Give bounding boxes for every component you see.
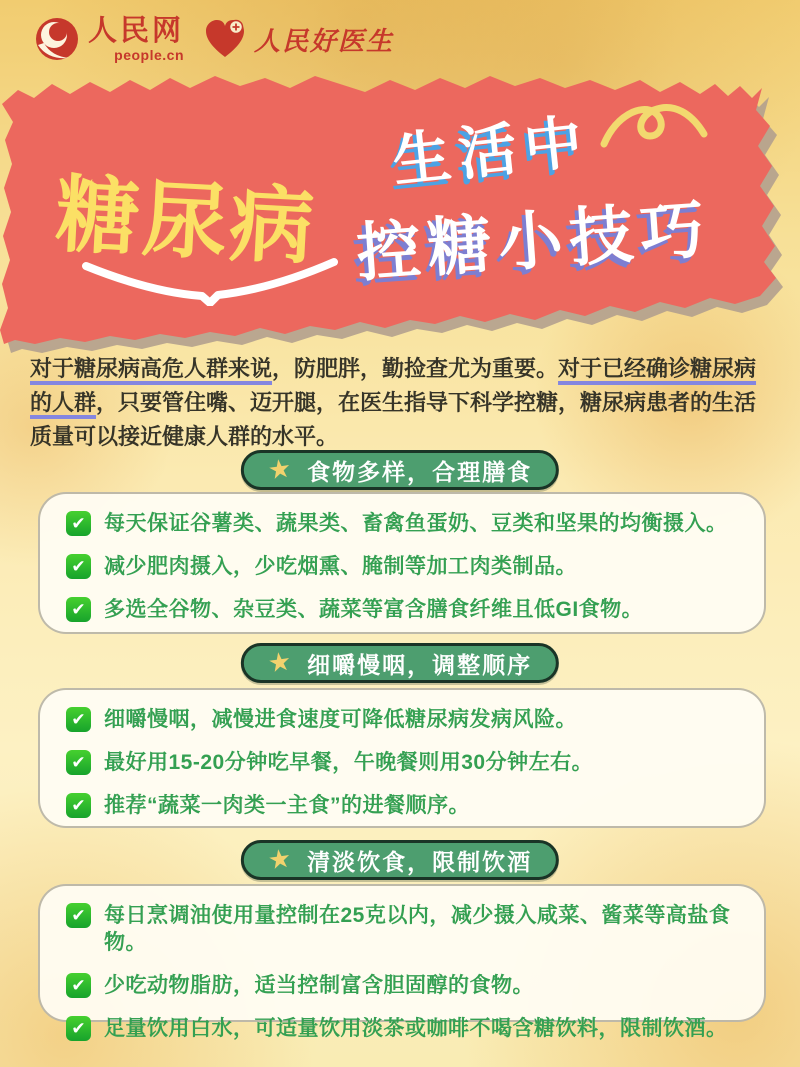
- banner: [0, 70, 800, 355]
- tips-card-light-diet: [38, 884, 766, 1040]
- check-icon: ✔: [66, 707, 91, 732]
- section-title: 清淡饮食，限制饮酒: [307, 848, 533, 875]
- tip-text: 每天保证谷薯类、蔬果类、畜禽鱼蛋奶、豆类和坚果的均衡摄入。: [104, 512, 728, 535]
- tip-text: 减少肥肉摄入，少吃烟熏、腌制等加工肉类制品。: [104, 555, 577, 578]
- people-cn-globe-icon: [34, 16, 80, 62]
- check-icon: ✔: [66, 973, 91, 998]
- people-cn-logo: [34, 16, 184, 62]
- people-cn-domain: people.cn: [114, 46, 185, 63]
- star-icon: ★: [265, 645, 294, 679]
- good-doctor-name: 人民好医生: [254, 25, 395, 56]
- check-icon: ✔: [66, 554, 91, 579]
- tips-card-chew-slowly: [38, 688, 766, 828]
- section-header-food-variety: [241, 450, 559, 490]
- check-icon: ✔: [66, 903, 91, 928]
- people-cn-name: 人民网: [88, 14, 185, 47]
- banner-subtitle-line1: 生活中: [389, 108, 594, 195]
- section-title: 食物多样，合理膳食: [307, 458, 533, 485]
- tip-item: [66, 1015, 738, 1042]
- tip-item: [66, 972, 738, 999]
- heart-icon: [204, 19, 246, 59]
- star-icon: ★: [265, 842, 294, 876]
- intro-paragraph: [30, 352, 772, 454]
- banner-subtitle-line2: 控糖小技巧: [354, 192, 714, 290]
- tip-text: 最好用15-20分钟吃早餐，午晚餐则用30分钟左右。: [104, 751, 594, 774]
- tip-item: [66, 553, 738, 580]
- tip-text: 每日烹调油使用量控制在25克以内，减少摄入咸菜、酱菜等高盐食物。: [104, 904, 731, 954]
- banner-title: 糖尿病: [53, 167, 319, 275]
- section-header-chew-slowly: [241, 643, 559, 683]
- intro-underlined-phrase: 对于糖尿病高危人群来说: [30, 356, 273, 381]
- check-icon: ✔: [66, 511, 91, 536]
- intro-underlined-phrase: 对于已经确诊糖尿病的人群: [30, 356, 757, 415]
- tip-item: [66, 902, 738, 956]
- check-icon: ✔: [66, 1016, 91, 1041]
- section-title: 细嚼慢咽，调整顺序: [307, 651, 533, 678]
- check-icon: ✔: [66, 793, 91, 818]
- tip-text: 多选全谷物、杂豆类、蔬菜等富含膳食纤维且低GI食物。: [104, 598, 644, 621]
- intro-text: ，防肥胖，勤捡查尤为重要。: [272, 356, 559, 381]
- tip-item: [66, 510, 738, 537]
- tip-item: [66, 596, 738, 623]
- open-book-underline-icon: [80, 256, 340, 306]
- star-icon: ★: [265, 452, 294, 486]
- tip-text: 少吃动物脂肪，适当控制富含胆固醇的食物。: [104, 974, 534, 997]
- section-header-light-diet: [241, 840, 559, 880]
- header-logos: [34, 16, 394, 62]
- check-icon: ✔: [66, 750, 91, 775]
- tip-text: 足量饮用白水，可适量饮用淡茶或咖啡不喝含糖饮料，限制饮酒。: [104, 1017, 728, 1040]
- tip-text: 细嚼慢咽，减慢进食速度可降低糖尿病发病风险。: [104, 708, 577, 731]
- tips-card-food-variety: [38, 492, 766, 634]
- intro-text: ，只要管住嘴、迈开腿，在医生指导下科学控糖，糖尿病患者的生活质量可以接近健康人群的水平。: [30, 390, 757, 449]
- check-icon: ✔: [66, 597, 91, 622]
- good-doctor-logo: [204, 19, 394, 59]
- tip-text: 推荐“蔬菜一肉类一主食”的进餐顺序。: [104, 794, 470, 817]
- squiggle-icon: [600, 100, 710, 170]
- tip-item: [66, 749, 738, 776]
- tip-item: [66, 792, 738, 819]
- people-cn-logo-text: [88, 14, 185, 63]
- tip-item: [66, 706, 738, 733]
